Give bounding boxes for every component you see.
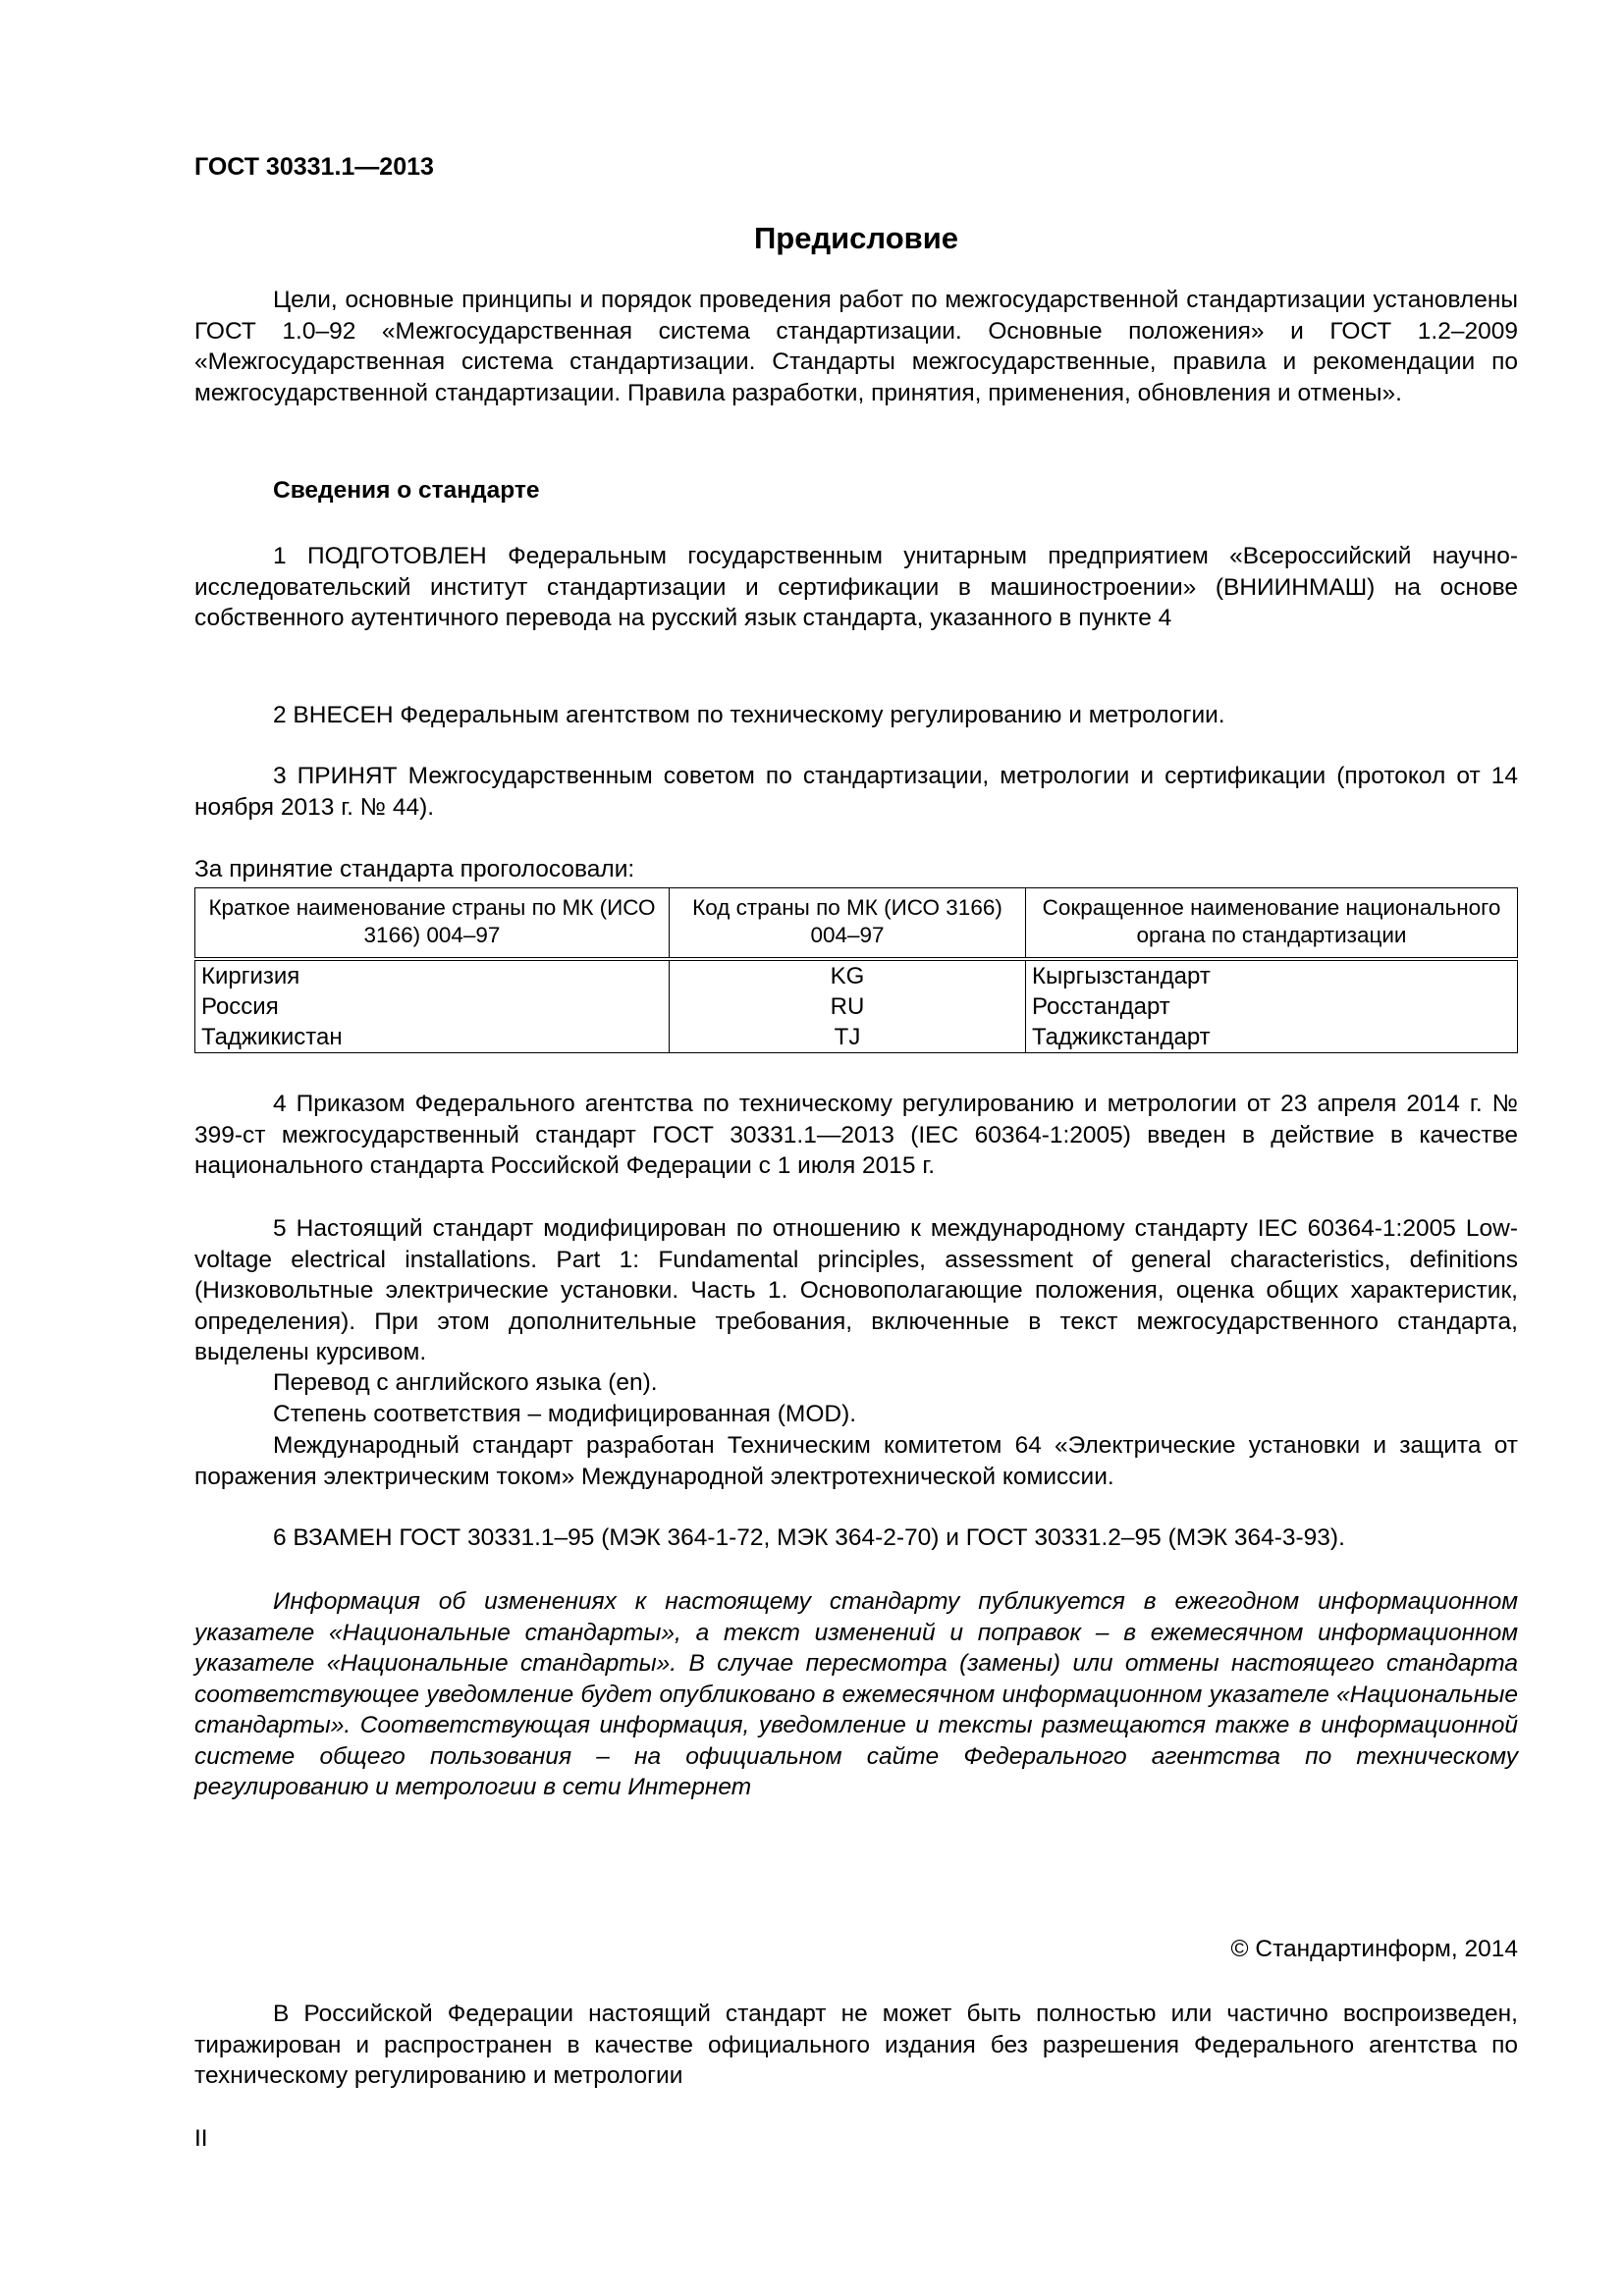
item-4-order: 4 Приказом Федерального агентства по техническому регулированию и метрологии от 23 апреля 2014 г. № 399-ст межгосударственный стандарт ГОСТ 30331.1—2013 (IEC 60364-1:2005) введен в действие в качестве национального стандарта Российской Федерации с 1 июля 2015 г. [194, 1091, 1518, 1179]
notice-paragraph: Информация об изменениях к настоящему стандарту публикуется в ежегодном информационном указателе «Национальные стандарты», а текст изменений и поправок – в ежемесячном информационном указателе «Национальные стандарты». В случае пересмотра (замены) или отмены настоящего стандарта соответствующее уведомление будет опубликовано в ежемесячном информационном указателе «Национальные стандарты». Соответствующая информация, уведомление и тексты размещаются также в информационной системе общего пользования – на официальном сайте Федерального агентства по техническому регулированию и метрологии в сети Интернет [194, 1588, 1518, 1800]
item-6-replaces: 6 ВЗАМЕН ГОСТ 30331.1–95 (МЭК 364-1-72, МЭК 364-2-70) и ГОСТ 30331.2–95 (МЭК 364-3-93). [273, 1524, 1345, 1551]
votes-header-code: Код страны по МК (ИСО 3166) 004–97 [670, 888, 1026, 960]
table-row [195, 1022, 1518, 1053]
table-row [195, 959, 1518, 991]
item-5-translation: Перевод с английского языка (en). [273, 1369, 658, 1396]
country-name: Киргизия [195, 959, 670, 991]
page-number: II [194, 2125, 208, 2152]
country-name: Россия [195, 991, 670, 1022]
info-heading: Сведения о стандарте [273, 477, 540, 504]
item-5-committee: Международный стандарт разработан Техническим комитетом 64 «Электрические установки и защита от поражения электрическим током» Международной электротехнической комиссии. [194, 1432, 1518, 1490]
table-row [195, 991, 1518, 1022]
item-1-prepared: 1 ПОДГОТОВЛЕН Федеральным государственным унитарным предприятием «Всероссийский научно-исследовательский институт стандартизации и сертификации в машиностроении» (ВНИИНМАШ) на основе собственного аутентичного перевода на русский язык стандарта, указанного в пункте 4 [194, 543, 1518, 631]
intro-paragraph: Цели, основные принципы и порядок проведения работ по межгосударственной стандартизации установлены ГОСТ 1.0–92 «Межгосударственная система стандартизации. Основные положения» и ГОСТ 1.2–2009 «Межгосударственная система стандартизации. Стандарты межгосударственные, правила и рекомендации по межгосударственной стандартизации. Правила разработки, принятия, применения, обновления и отмены». [194, 287, 1518, 406]
standards-body: Кыргызстандарт [1026, 959, 1518, 991]
rights-paragraph: В Российской Федерации настоящий стандарт не может быть полностью или частично воспроизведен, тиражирован и распространен в качестве официального издания без разрешения Федерального агентства по техническому регулированию и метрологии [194, 2001, 1518, 2089]
item-2-submitted: 2 ВНЕСЕН Федеральным агентством по техническому регулированию и метрологии. [273, 702, 1225, 728]
votes-table [194, 887, 1518, 1053]
votes-header-body: Сокращенное наименование национального органа по стандартизации [1026, 888, 1518, 960]
document-code: ГОСТ 30331.1—2013 [194, 153, 434, 181]
country-name: Таджикистан [195, 1022, 670, 1053]
document-page [194, 0, 1518, 2296]
copyright-notice: © Стандартинформ, 2014 [1230, 1936, 1518, 1962]
item-5-degree: Степень соответствия – модифицированная (MOD). [273, 1401, 857, 1427]
votes-table-header-row [195, 888, 1518, 960]
country-code: TJ [670, 1022, 1026, 1053]
votes-header-country: Краткое наименование страны по МК (ИСО 3166) 004–97 [195, 888, 670, 960]
standards-body: Таджикстандарт [1026, 1022, 1518, 1053]
country-code: RU [670, 991, 1026, 1022]
standards-body: Росстандарт [1026, 991, 1518, 1022]
votes-label: За принятие стандарта проголосовали: [194, 856, 635, 882]
country-code: KG [670, 959, 1026, 991]
item-5-modified: 5 Настоящий стандарт модифицирован по отношению к международному стандарту IEC 60364-1:2005 Low-voltage electrical installations. Part 1: Fundamental principles, assessment of general characteristics, definitions (Низковольтные электрические установки. Часть 1. Основополагающие положения, оценка общих характеристик, определения). При этом дополнительные требования, включенные в текст межгосударственного стандарта, выделены курсивом. [194, 1215, 1518, 1365]
item-3-adopted: 3 ПРИНЯТ Межгосударственным советом по стандартизации, метрологии и сертификации (протокол от 14 ноября 2013 г. № 44). [194, 763, 1518, 821]
page-title: Предисловие [753, 221, 958, 255]
